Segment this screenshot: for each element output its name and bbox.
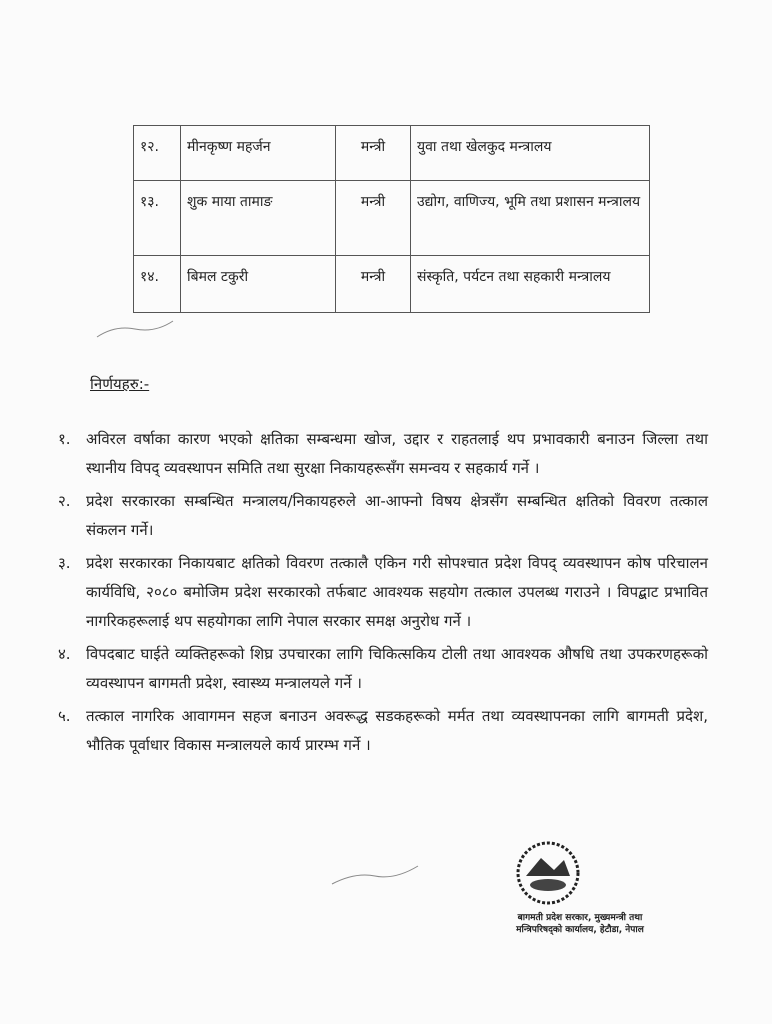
signature-mark [330,860,420,890]
minister-post: मन्त्री [336,181,411,256]
ministry-name: संस्कृति, पर्यटन तथा सहकारी मन्त्रालय [411,256,650,313]
decision-text: विपदबाट घाईते व्यक्तिहरूको शिघ्र उपचारका लागि चिकित्सकिय टोली तथा आवश्यक औषधि तथा उपकरणहरूको व्यवस्थापन बागमती प्रदेश, स्वास्थ्य मन्त्रालयले गर्ने । [86,645,708,692]
office-seal-stamp [505,838,655,936]
minister-post: मन्त्री [336,256,411,313]
decision-item [58,702,708,760]
decision-text: प्रदेश सरकारका निकायबाट क्षतिको विवरण तत्कालै एकिन गरी सोपश्चात प्रदेश विपद् व्यवस्थापन कोष परिचालन कार्यविधि, २०८० बमोजिम प्रदेश सरकारको तर्फबाट आवश्यक सहयोग तत्काल उपलब्ध गराउने । विपद्बाट प्रभावित नागरिकहरूलाई थप सहयोगका लागि नेपाल सरकार समक्ष अनुरोध गर्ने । [86,554,708,630]
seal-text: बागमती प्रदेश सरकार, मुख्यमन्त्री तथा मन्त्रिपरिषद्को कार्यालय, हेटौडा, नेपाल [516,913,644,935]
table-row [134,126,650,181]
decision-number: १. [58,430,71,448]
signature-mark [95,315,175,345]
minister-name: मीनकृष्ण महर्जन [181,126,336,181]
decision-text: तत्काल नागरिक आवागमन सहज बनाउन अवरूद्ध सडकहरूको मर्मत तथा व्यवस्थापनका लागि बागमती प्रदेश, भौतिक पूर्वाधार विकास मन्त्रालयले कार्य प्रारम्भ गर्ने । [86,707,708,754]
row-number: १२. [134,126,181,181]
decision-item [58,487,708,545]
ministry-name: युवा तथा खेलकुद मन्त्रालय [411,126,650,181]
decision-text: अविरल वर्षाका कारण भएको क्षतिका सम्बन्धमा खोज, उद्दार र राहतलाई थप प्रभावकारी बनाउन जिल्ला तथा स्थानीय विपद् व्यवस्थापन समिति तथा सुरक्षा निकायहरूसँग समन्वय र सहकार्य गर्ने । [86,430,708,477]
ministers-table [133,125,650,313]
minister-name: बिमल टकुरी [181,256,336,313]
decision-number: ५. [58,707,71,725]
table-row [134,256,650,313]
minister-post: मन्त्री [336,126,411,181]
decisions-list [58,425,708,764]
row-number: १४. [134,256,181,313]
decision-number: ४. [58,645,71,663]
decision-item [58,640,708,698]
ministry-name: उद्योग, वाणिज्य, भूमि तथा प्रशासन मन्त्रालय [411,181,650,256]
row-number: १३. [134,181,181,256]
minister-name: शुक माया तामाङ [181,181,336,256]
decision-item [58,425,708,483]
decisions-heading: निर्णयहरु:- [90,375,150,393]
decision-item [58,549,708,636]
seal-emblem-icon [513,838,583,908]
decision-number: ३. [58,554,71,572]
decision-number: २. [58,492,71,510]
table-row [134,181,650,256]
decision-text: प्रदेश सरकारका सम्बन्धित मन्त्रालय/निकायहरुले आ-आफ्नो विषय क्षेत्रसँग सम्बन्धित क्षतिको विवरण तत्काल संकलन गर्ने। [86,492,708,539]
